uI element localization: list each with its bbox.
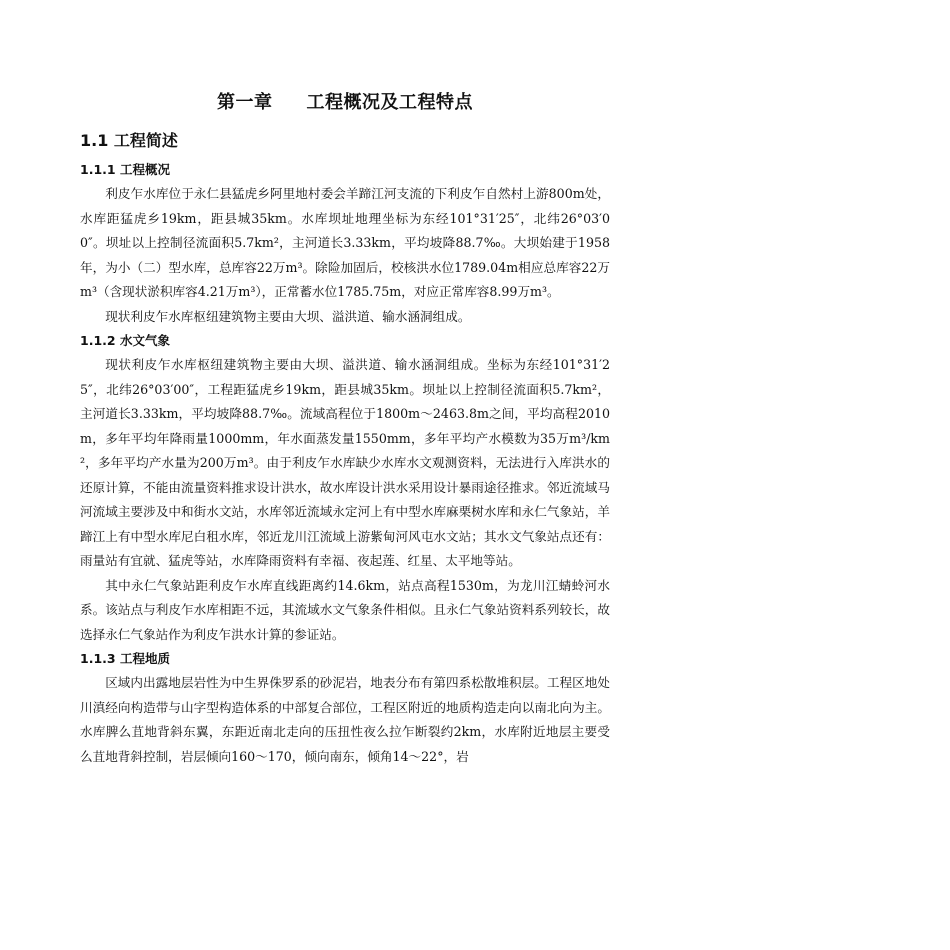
paragraph-geology: 区域内出露地层岩性为中生界侏罗系的砂泥岩，地表分布有第四系松散堆积层。工程区地处川滇经向构造带与山字型构造体系的中部复合部位，工程区附近的地质构造走向以南北向为主。水库脾么苴地背斜东翼，东距近南北走向的压扭性夜么拉乍断裂约2km，水库附近地层主要受么苴地背斜控制，岩层倾向160～170，倾向南东，倾角14～22°，岩 (80, 675, 610, 764)
subsection-title-hydrology: 1.1.2 水文气象 (80, 333, 170, 348)
subsection-title-project-overview: 1.1.1 工程概况 (80, 162, 170, 177)
paragraph-hydrology-basin: 现状利皮乍水库枢纽建筑物主要由大坝、溢洪道、输水涵洞组成。坐标为东经101°31′25″，北纬26°03′00″，工程距猛虎乡19km，距县城35km。坝址以上控制径流面积5.7km²，主河道长3.33km，平均坡降88.7‰。流域高程位于1800m～2463.8m之间，平均高程2010m，多年平均年降雨量1000mm，年水面蒸发量1550mm，多年平均产水模数为35万m³/km²，多年平均产水量为200万m³。由于利皮乍水库缺少水库水文观测资料，无法进行入库洪水的还原计算，不能由流量资料推求设计洪水，故水库设计洪水采用设计暴雨途径推求。邻近流域马河流域主要涉及中和街水文站，水库邻近流域永定河上有中型水库麻栗树水库和永仁气象站，羊蹄江上有中型水库尼白租水库，邻近龙川江流域上游紫甸河风屯水文站；其水文气象站点还有：雨量站有宜就、猛虎等站，水库降雨资料有幸福、夜起莲、红星、太平地等站。 (80, 357, 610, 568)
chapter-title (0, 88, 690, 114)
document-body (80, 158, 610, 769)
paragraph-hub-structures: 现状利皮乍水库枢纽建筑物主要由大坝、溢洪道、输水涵洞组成。 (105, 308, 471, 324)
section-title: 1.1 工程简述 (80, 131, 178, 150)
paragraph-reservoir-location: 利皮乍水库位于永仁县猛虎乡阿里地村委会羊蹄江河支流的下利皮乍自然村上游800m处，水库距猛虎乡19km，距县城35km。水库坝址地理坐标为东经101°31′25″，北纬26°03′00″。坝址以上控制径流面积5.7km²，主河道长3.33km，平均坡降88.7‰。大坝始建于1958年，为小（二）型水库，总库容22万m³。除险加固后，校核洪水位1789.04m相应总库容22万m³（含现状淤积库容4.21万m³），正常蓄水位1785.75m，对应正常库容8.99万m³。 (80, 186, 610, 299)
chapter-number: 第一章 (217, 92, 273, 113)
subsection-title-geology: 1.1.3 工程地质 (80, 651, 170, 666)
chapter-name: 工程概况及工程特点 (306, 92, 473, 113)
paragraph-reference-station: 其中永仁气象站距利皮乍水库直线距离约14.6km，站点高程1530m，为龙川江蜻蛉河水系。该站点与利皮乍水库相距不远，其流域水文气象条件相似。且永仁气象站资料系列较长，故选择永仁气象站作为利皮乍洪水计算的参证站。 (80, 577, 610, 642)
